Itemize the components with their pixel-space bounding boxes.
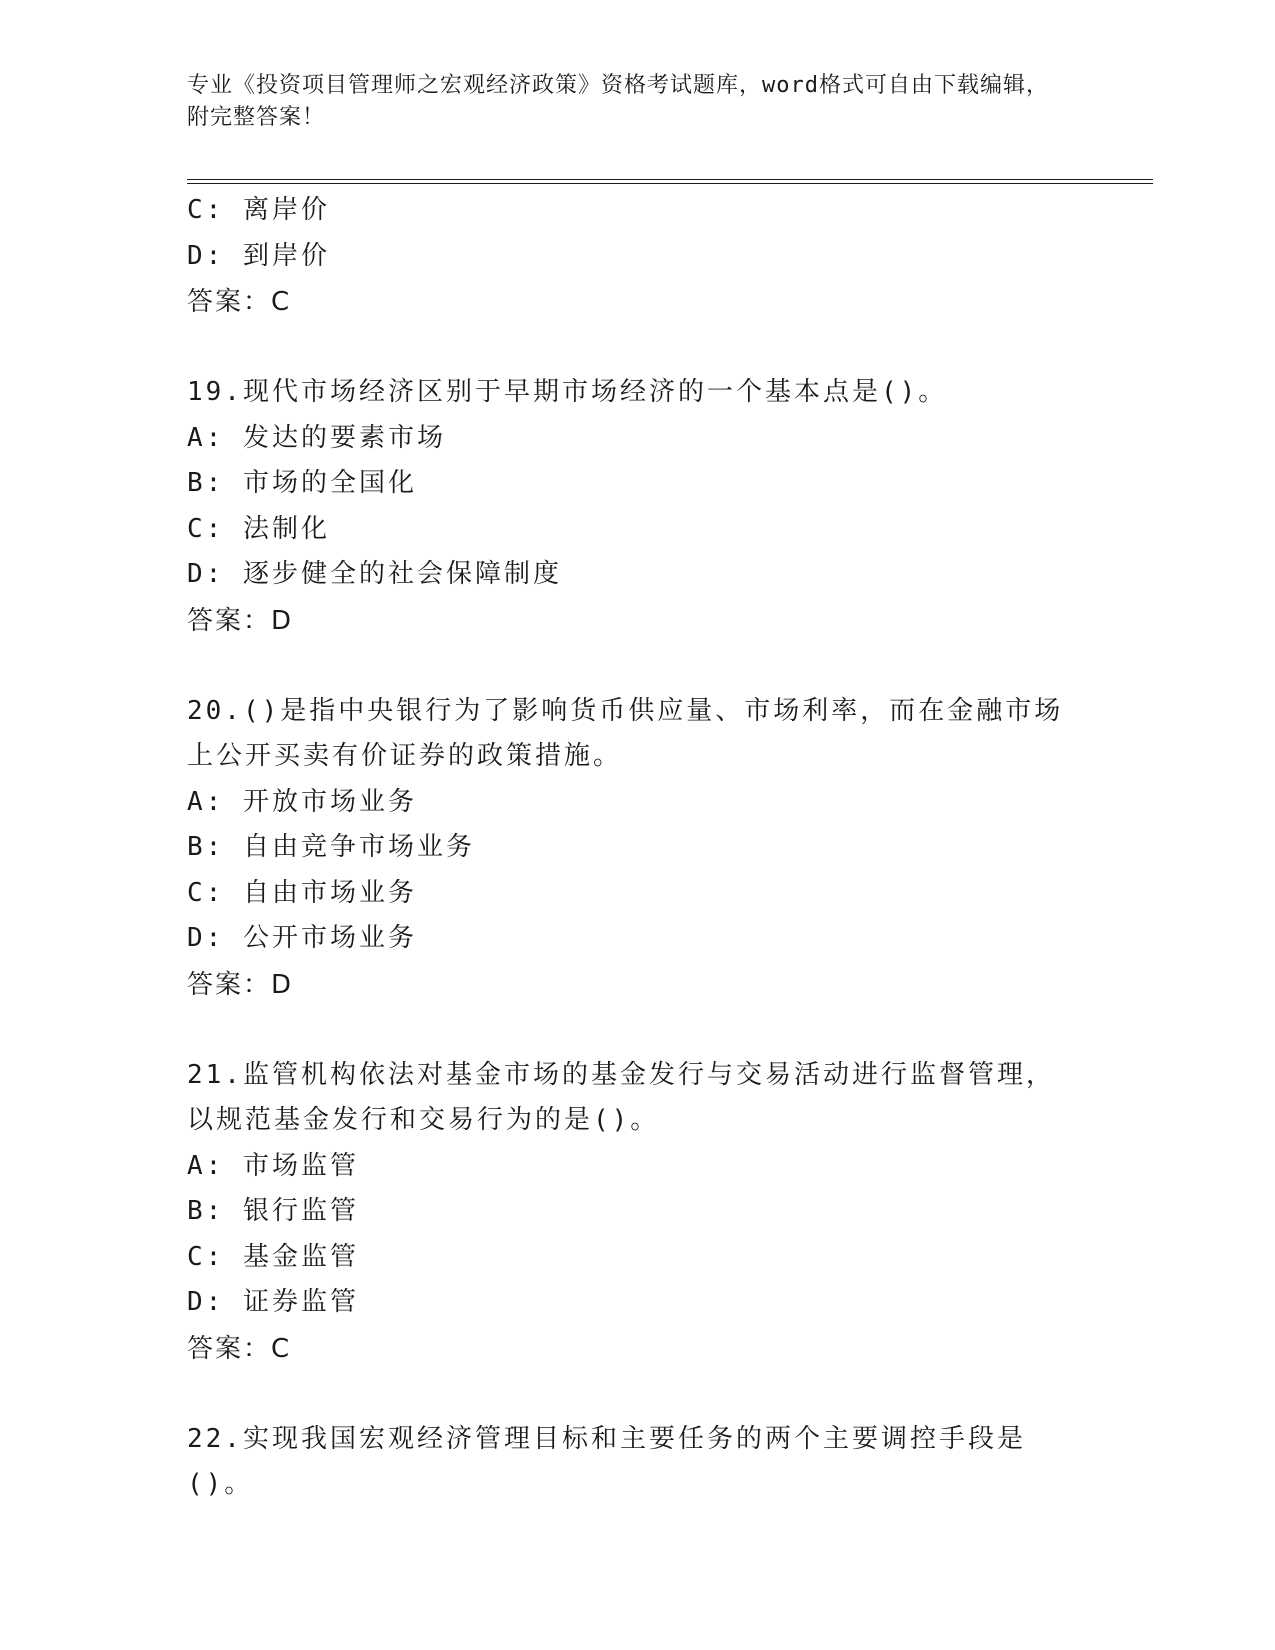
question-list [187,188,1087,1508]
option-c: C: 自由市场业务 [187,877,417,908]
option-c: C: 离岸价 [187,195,330,225]
option-d: D: 逐步健全的社会保障制度 [187,559,562,589]
document-header: 专业《投资项目管理师之宏观经济政策》资格考试题库，word格式可自由下载编辑，附完整答案！ [187,73,1049,130]
option-d: D: 到岸价 [187,240,330,271]
question-gap [187,1372,1087,1417]
option-b: B: 银行监管 [187,1196,359,1226]
answer-line: 答案：C [187,287,292,317]
option-c: C: 基金监管 [187,1241,359,1272]
option-d: D: 证券监管 [187,1287,359,1317]
question-partial [187,188,1087,325]
question-gap [187,325,1087,370]
answer-line: 答案：C [187,1333,292,1364]
answer-line: 答案：D [187,969,294,1000]
question-20 [187,689,1087,1008]
question-21 [187,1053,1087,1372]
question-stem: 22.实现我国宏观经济管理目标和主要任务的两个主要调控手段是()。 [187,1423,1026,1499]
header-divider-top [187,179,1153,180]
option-b: B: 市场的全国化 [187,468,417,498]
option-a: A: 开放市场业务 [187,786,417,817]
question-stem: 20.()是指中央银行为了影响货币供应量、市场利率，而在金融市场上公开买卖有价证券的政策措施。 [187,695,1064,771]
header-divider-bottom [187,183,1153,184]
option-c: C: 法制化 [187,513,330,544]
option-a: A: 市场监管 [187,1150,359,1181]
answer-line: 答案：D [187,605,294,636]
option-a: A: 发达的要素市场 [187,422,446,453]
option-d: D: 公开市场业务 [187,923,417,953]
question-stem: 19.现代市场经济区别于早期市场经济的一个基本点是()。 [187,377,948,407]
question-gap [187,1008,1087,1053]
option-b: B: 自由竞争市场业务 [187,832,475,862]
question-19 [187,370,1087,644]
question-gap [187,644,1087,689]
question-stem: 21.监管机构依法对基金市场的基金发行与交易活动进行监督管理，以规范基金发行和交易行为的是()。 [187,1059,1055,1135]
question-22 [187,1417,1087,1508]
